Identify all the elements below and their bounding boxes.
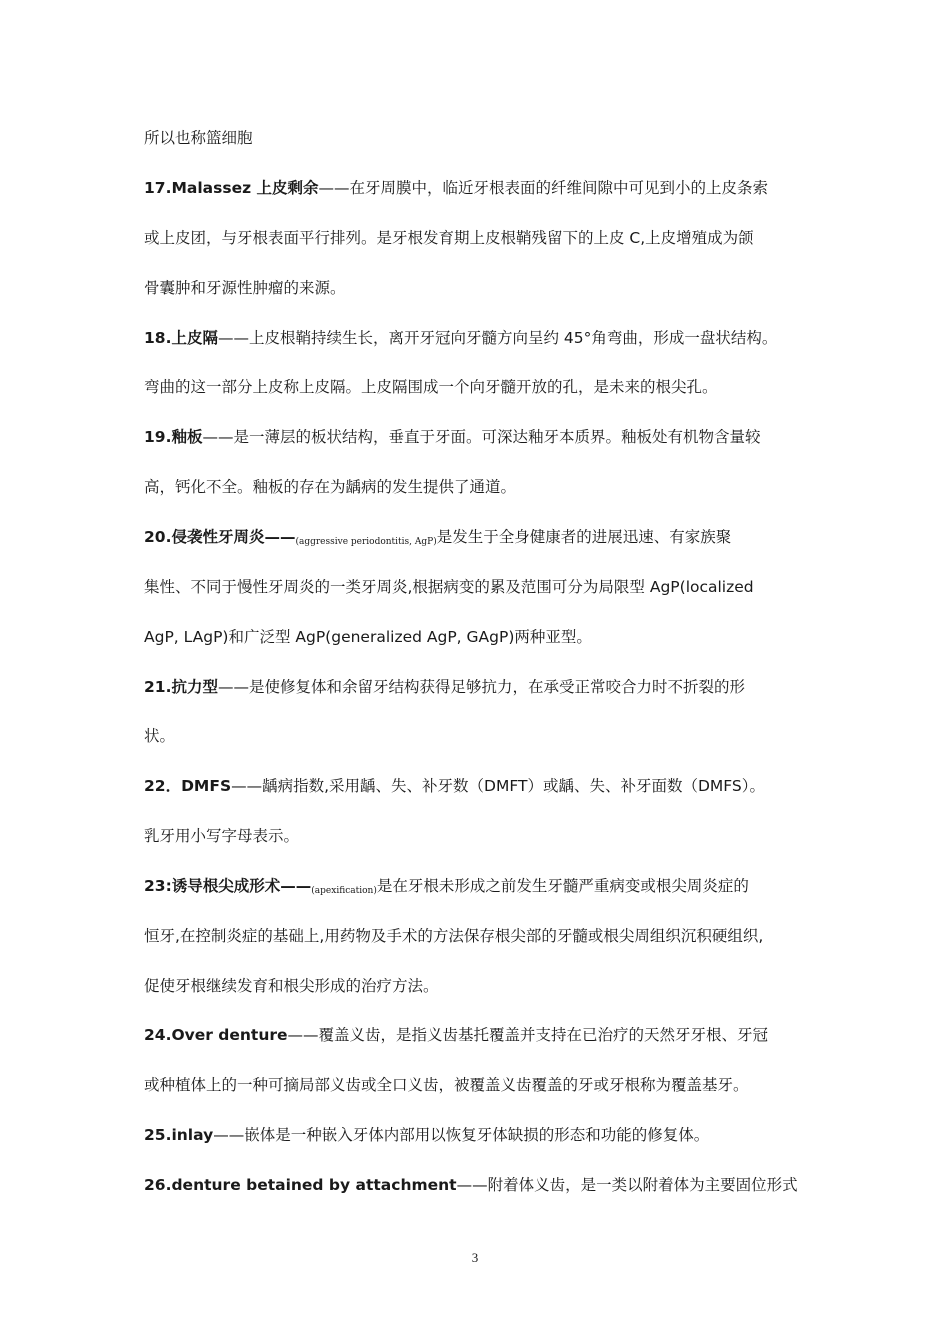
text-line	[144, 178, 816, 198]
term-heading: 21.抗力型	[144, 678, 218, 696]
term-definition: ——附着体义齿，是一类以附着体为主要固位形式	[456, 1176, 798, 1194]
line-text: 或种植体上的一种可摘局部义齿或全口义齿，被覆盖义齿覆盖的牙或牙根称为覆盖基牙。	[144, 1076, 749, 1094]
term-definition: ——上皮根鞘持续生长，离开牙冠向牙髓方向呈约 45°角弯曲，形成一盘状结构。	[217, 329, 778, 347]
text-line	[144, 328, 816, 348]
text-line	[144, 577, 816, 597]
line-text: 集性、不同于慢性牙周炎的一类牙周炎,根据病变的累及范围可分为局限型 AgP(localized	[144, 578, 754, 596]
term-definition: ——覆盖义齿，是指义齿基托覆盖并支持在已治疗的天然牙牙根、牙冠	[287, 1026, 769, 1044]
term-heading: 17.Malassez 上皮剩余	[144, 179, 319, 197]
text-line	[144, 228, 816, 248]
term-english-name: (aggressive periodontitis, AgP)	[295, 537, 437, 547]
line-text: 高，钙化不全。釉板的存在为龋病的发生提供了通道。	[144, 478, 517, 496]
term-definition: 是发生于全身健康者的进展迅速、有家族聚	[436, 528, 732, 546]
line-text: 乳牙用小写字母表示。	[144, 827, 300, 845]
text-line	[144, 627, 816, 647]
text-line	[144, 1075, 816, 1095]
term-heading: 24.Over denture	[144, 1026, 288, 1044]
line-text: 状。	[144, 727, 176, 745]
text-line	[144, 278, 816, 298]
term-english-name: (apexification)	[311, 886, 377, 896]
text-line	[144, 976, 816, 996]
term-heading: 22．DMFS	[144, 777, 232, 795]
text-line	[144, 876, 816, 901]
term-definition: ——是一薄层的板状结构，垂直于牙面。可深达釉牙本质界。釉板处有机物含量较	[202, 428, 761, 446]
text-line	[144, 1025, 816, 1045]
text-line	[144, 1125, 816, 1145]
line-text: 或上皮团，与牙根表面平行排列。是牙根发育期上皮根鞘残留下的上皮 C,上皮增殖成为颌	[144, 229, 754, 247]
term-heading: 20.侵袭性牙周炎——	[144, 528, 296, 546]
line-text: 所以也称篮细胞	[144, 129, 253, 147]
line-text: AgP, LAgP)和广泛型 AgP(generalized AgP, GAgP)两种亚型。	[144, 628, 592, 646]
line-text: 促使牙根继续发育和根尖形成的治疗方法。	[144, 977, 439, 995]
text-line	[144, 926, 816, 946]
term-definition: ——在牙周膜中，临近牙根表面的纤维间隙中可见到小的上皮条索	[318, 179, 769, 197]
line-text: 骨囊肿和牙源性肿瘤的来源。	[144, 279, 346, 297]
text-line	[144, 726, 816, 746]
text-line	[144, 776, 816, 796]
text-line	[144, 826, 816, 846]
term-heading: 19.釉板	[144, 428, 203, 446]
line-text: 弯曲的这一部分上皮称上皮隔。上皮隔围成一个向牙髓开放的孔，是未来的根尖孔。	[144, 378, 718, 396]
text-line	[144, 477, 816, 497]
term-definition: ——龋病指数,采用龋、失、补牙数（DMFT）或龋、失、补牙面数（DMFS）。	[231, 777, 766, 795]
line-text: 恒牙,在控制炎症的基础上,用药物及手术的方法保存根尖部的牙髓或根尖周组织沉积硬组织,	[144, 927, 764, 945]
page-number: 3	[471, 1250, 479, 1265]
term-definition: ——是使修复体和余留牙结构获得足够抗力，在承受正常咬合力时不折裂的形	[217, 678, 745, 696]
text-line	[144, 527, 816, 552]
text-line	[144, 1175, 816, 1195]
term-definition: 是在牙根未形成之前发生牙髓严重病变或根尖周炎症的	[376, 877, 749, 895]
text-line	[144, 677, 816, 697]
term-heading: 26.denture betained by attachment	[144, 1176, 457, 1194]
text-line	[144, 377, 816, 397]
text-line	[144, 427, 816, 447]
term-heading: 18.上皮隔	[144, 329, 218, 347]
text-line	[144, 128, 816, 148]
term-heading: 23:诱导根尖成形术——	[144, 877, 312, 895]
term-heading: 25.inlay	[144, 1126, 214, 1144]
term-definition: ——嵌体是一种嵌入牙体内部用以恢复牙体缺损的形态和功能的修复体。	[213, 1126, 710, 1144]
